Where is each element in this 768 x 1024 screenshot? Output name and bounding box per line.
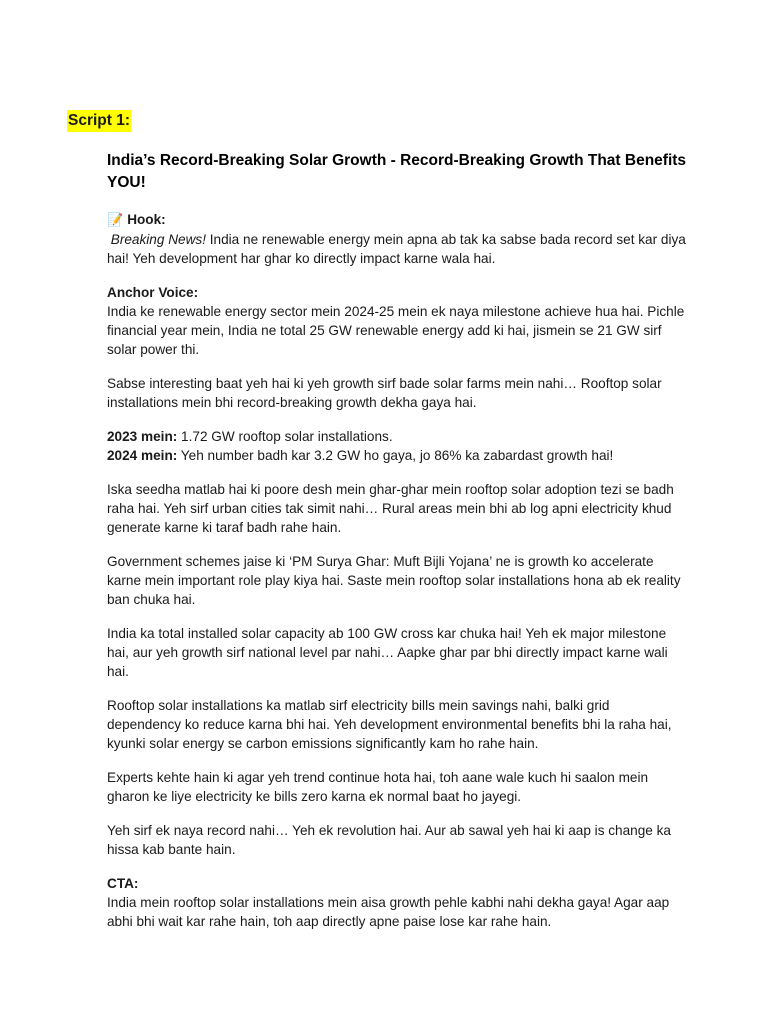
document-title: India’s Record-Breaking Solar Growth - Record-Breaking Growth That Benefits YOU! xyxy=(107,152,687,191)
script-label: Script 1: xyxy=(67,110,131,132)
hook-paragraph xyxy=(107,230,687,268)
stat-2024: 2024 mein: Yeh number badh kar 3.2 GW ho gaya, jo 86% ka zabardast growth hai! xyxy=(107,448,614,463)
anchor-heading: Anchor Voice: xyxy=(107,285,199,300)
anchor-paragraph-4: Government schemes jaise ki ‘PM Surya Ghar: Muft Bijli Yojana’ ne is growth ko accelerate karne mein important role play kiya hai. Saste mein rooftop solar installations hona ab ek reality ban chuka hai. xyxy=(107,554,681,607)
anchor-paragraph-2: Sabse interesting baat yeh hai ki yeh growth sirf bade solar farms mein nahi… Rooftop solar installations mein bhi record-breaking growth dekha gaya hai. xyxy=(107,376,662,410)
anchor-paragraph-6: Rooftop solar installations ka matlab sirf electricity bills mein savings nahi, balki grid dependency ko reduce karna bhi hai. Yeh development environmental benefits bhi la raha hai, kyunki solar energy se carbon emissions significantly kam ho rahe hain. xyxy=(107,698,672,751)
hook-heading: 📝 Hook: xyxy=(107,212,166,228)
cta-heading: CTA: xyxy=(107,876,139,891)
hook-text: India ne renewable energy mein apna ab tak ka sabse bada record set kar diya hai! Yeh development har ghar ko directly impact karne wala hai. xyxy=(107,232,686,266)
anchor-paragraph-1: India ke renewable energy sector mein 2024-25 mein ek naya milestone achieve hua hai. Pichle financial year mein, India ne total 25 GW renewable energy add ki hai, jismein se 21 GW sirf solar power thi. xyxy=(107,304,685,357)
stat-2023: 2023 mein: 1.72 GW rooftop solar installations. xyxy=(107,429,393,444)
anchor-paragraph-5: India ka total installed solar capacity ab 100 GW cross kar chuka hai! Yeh ek major milestone hai, aur yeh growth sirf national level par nahi… Aapke ghar par bhi directly impact karne wali hai. xyxy=(107,626,668,679)
document-body xyxy=(107,210,687,931)
cta-paragraph: India mein rooftop solar installations mein aisa growth pehle kabhi nahi dekha gaya! Agar aap abhi bhi wait kar rahe hain, toh aap directly apne paise lose kar rahe hain. xyxy=(107,895,670,929)
anchor-paragraph-7: Experts kehte hain ki agar yeh trend continue hota hai, toh aane wale kuch hi saalon mein gharon ke liye electricity ke bills zero karna ek normal baat ho jayegi. xyxy=(107,770,649,804)
anchor-paragraph-8: Yeh sirf ek naya record nahi… Yeh ek revolution hai. Aur ab sawal yeh hai ki aap is change ka hissa kab bante hain. xyxy=(107,823,671,857)
hook-lead: Breaking News! xyxy=(110,232,206,247)
anchor-paragraph-3: Iska seedha matlab hai ki poore desh mein ghar-ghar mein rooftop solar adoption tezi se badh raha hai. Yeh sirf urban cities tak simit nahi… Rural areas mein bhi ab log apni electricity khud generate karne ki taraf badh rahe hain. xyxy=(107,482,674,535)
memo-pencil-icon: 📝 xyxy=(107,213,124,228)
